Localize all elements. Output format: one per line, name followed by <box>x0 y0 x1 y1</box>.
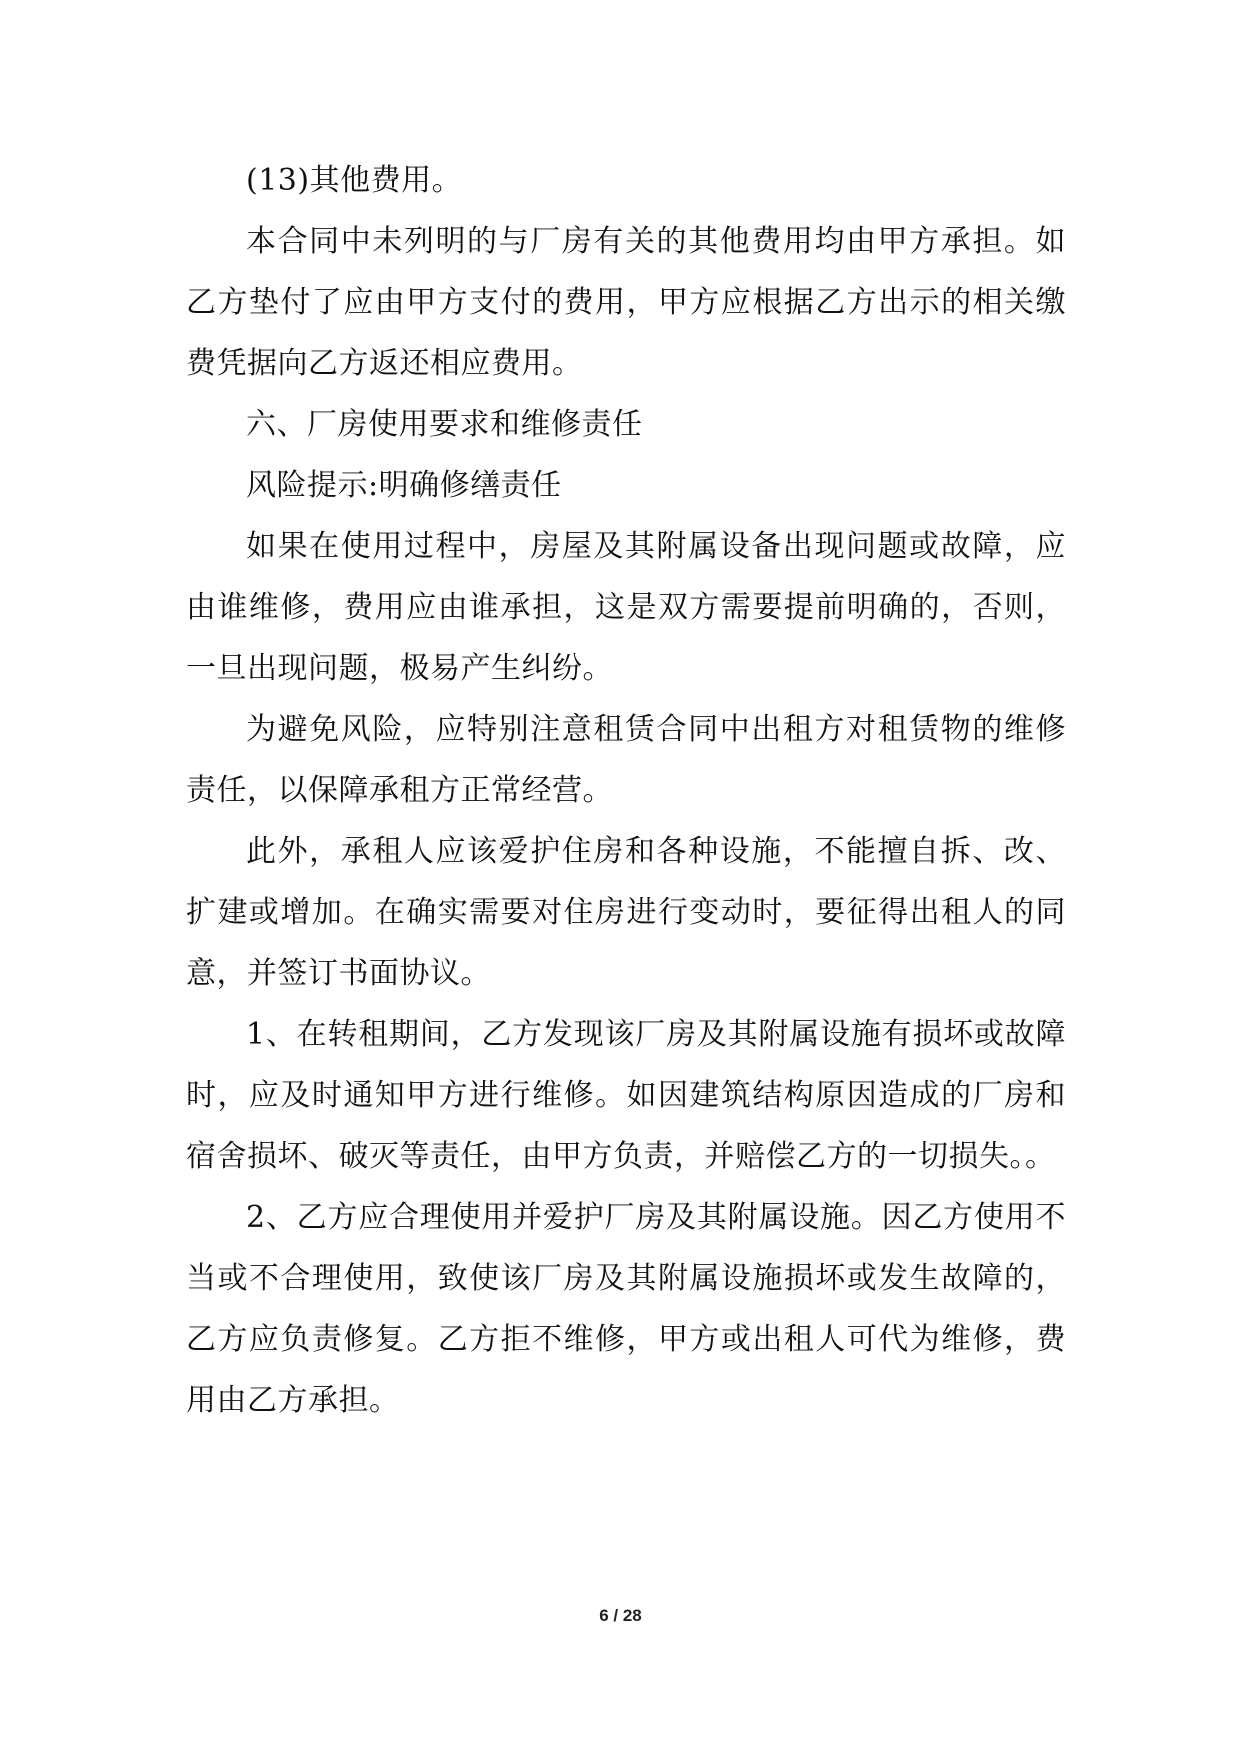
paragraph-repair-dispute: 如果在使用过程中，房屋及其附属设备出现问题或故障，应由谁维修，费用应由谁承担，这是双方需要提前明确的，否则，一旦出现问题，极易产生纠纷。 <box>186 529 1066 686</box>
paragraph-avoid-risk: 为避免风险，应特别注意租赁合同中出租方对租赁物的维修责任，以保障承租方正常经营。 <box>186 712 1066 808</box>
document-body <box>186 150 1066 1431</box>
clause-1-sublease-repair: 1、在转租期间，乙方发现该厂房及其附属设施有损坏或故障时，应及时通知甲方进行维修。如因建筑结构原因造成的厂房和宿舍损坏、破灭等责任，由甲方负责，并赔偿乙方的一切损失。。 <box>186 1017 1066 1174</box>
paragraph-tenant-care: 此外，承租人应该爱护住房和各种设施，不能擅自拆、改、扩建或增加。在确实需要对住房进行变动时，要征得出租人的同意，并签订书面协议。 <box>186 834 1066 991</box>
paragraph-other-fees-body: 本合同中未列明的与厂房有关的其他费用均由甲方承担。如乙方垫付了应由甲方支付的费用，甲方应根据乙方出示的相关缴费凭据向乙方返还相应费用。 <box>186 224 1066 381</box>
paragraph-other-fees-heading: (13)其他费用。 <box>246 163 463 198</box>
risk-tip: 风险提示:明确修缮责任 <box>246 468 562 503</box>
clause-2-proper-use: 2、乙方应合理使用并爱护厂房及其附属设施。因乙方使用不当或不合理使用，致使该厂房及其附属设施损坏或发生故障的，乙方应负责修复。乙方拒不维修，甲方或出租人可代为维修，费用由乙方承担。 <box>186 1200 1066 1418</box>
page-number: 6 / 28 <box>599 1606 642 1625</box>
section-heading-usage-maintenance: 六、厂房使用要求和维修责任 <box>246 407 643 442</box>
